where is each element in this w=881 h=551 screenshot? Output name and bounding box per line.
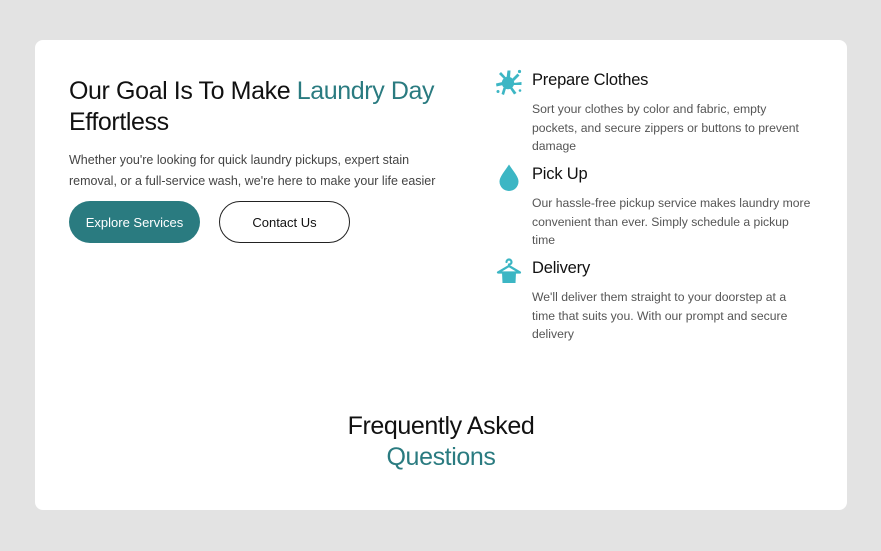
faq-heading-line1: Frequently Asked xyxy=(347,412,535,440)
splash-icon xyxy=(495,69,523,97)
hero-title xyxy=(69,76,449,138)
faq-heading-line2: Questions xyxy=(386,443,496,471)
feature-description: We'll deliver them straight to your doorstep at a time that suits you. With our prompt and secure delivery xyxy=(532,290,788,341)
feature-description: Our hassle-free pickup service makes laundry more convenient than ever. Simply schedule a pickup time xyxy=(532,196,811,247)
hero-description: Whether you're looking for quick laundry pickups, expert stain removal, or a full-service wash, we're here to make your life easier xyxy=(69,153,436,188)
content-card xyxy=(35,40,847,510)
hanger-icon xyxy=(495,257,523,285)
faq-heading xyxy=(35,411,847,473)
hero-title-main: Our Goal Is To Make xyxy=(69,77,297,105)
contact-us-button[interactable]: Contact Us xyxy=(219,201,350,243)
water-drop-icon xyxy=(495,163,523,191)
hero-title-end: Effortless xyxy=(69,108,169,136)
feature-title: Prepare Clothes xyxy=(532,71,649,89)
feature-description: Sort your clothes by color and fabric, empty pockets, and secure zippers or buttons to prevent damage xyxy=(532,102,799,153)
explore-services-button[interactable]: Explore Services xyxy=(69,201,200,243)
hero-title-accent: Laundry Day xyxy=(296,77,435,105)
feature-title: Pick Up xyxy=(532,165,588,183)
feature-title: Delivery xyxy=(532,259,590,277)
